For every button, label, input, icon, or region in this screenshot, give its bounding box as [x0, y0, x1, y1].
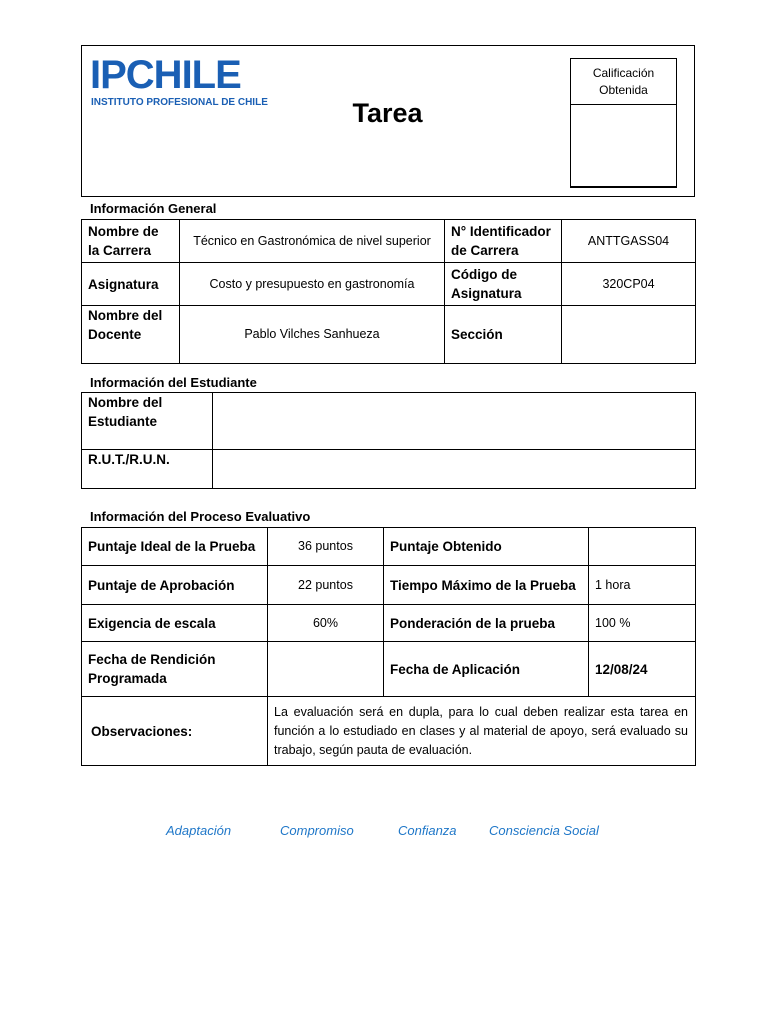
table-row: [82, 220, 696, 263]
career-id-label: N° Identificador de Carrera: [445, 220, 562, 263]
ipchile-logo: [90, 53, 268, 109]
teacher-label: Nombre del Docente: [82, 306, 180, 364]
table-row: [82, 393, 696, 450]
teacher-value: Pablo Vilches Sanhueza: [180, 306, 445, 364]
rut-label: R.U.T./R.U.N.: [82, 450, 213, 489]
table-row: [82, 306, 696, 364]
table-row: [82, 528, 696, 566]
scheduled-date-value: [268, 642, 384, 697]
observations-label: Observaciones:: [82, 697, 268, 766]
scale-requirement-value: 60%: [268, 605, 384, 642]
student-name-field[interactable]: [213, 393, 696, 450]
process-section-title: Información del Proceso Evaluativo: [90, 509, 311, 524]
ideal-score-value: 36 puntos: [268, 528, 384, 566]
section-label: Sección: [445, 306, 562, 364]
subject-code-label: Código de Asignatura: [445, 263, 562, 306]
value-consciencia-social: Consciencia Social: [489, 823, 599, 838]
rut-field[interactable]: [213, 450, 696, 489]
grade-box: [570, 58, 677, 188]
table-row: [82, 605, 696, 642]
student-name-label: Nombre del Estudiante: [82, 393, 213, 450]
max-time-label: Tiempo Máximo de la Prueba: [384, 566, 589, 605]
table-row: [82, 450, 696, 489]
obtained-score-label: Puntaje Obtenido: [384, 528, 589, 566]
career-name-label: Nombre de la Carrera: [82, 220, 180, 263]
career-name-value: Técnico en Gastronómica de nivel superior: [180, 220, 445, 263]
general-table: [81, 219, 696, 364]
scale-requirement-label: Exigencia de escala: [82, 605, 268, 642]
table-row: [82, 642, 696, 697]
ideal-score-label: Puntaje Ideal de la Prueba: [82, 528, 268, 566]
weighting-label: Ponderación de la prueba: [384, 605, 589, 642]
value-confianza: Confianza: [398, 823, 457, 838]
table-row: [82, 263, 696, 306]
table-row: [82, 697, 696, 766]
pass-score-label: Puntaje de Aprobación: [82, 566, 268, 605]
observations-text: La evaluación será en dupla, para lo cual deben realizar esta tarea en función a lo estudiado en clases y al material de apoyo, será evaluado su trabajo, según pauta de evaluación.: [268, 697, 696, 766]
scheduled-date-label: Fecha de Rendición Programada: [82, 642, 268, 697]
subject-code-value: 320CP04: [562, 263, 696, 306]
table-row: [82, 566, 696, 605]
value-compromiso: Compromiso: [280, 823, 354, 838]
value-adaptacion: Adaptación: [166, 823, 232, 838]
logo-main-text: IPCHILE: [90, 53, 241, 97]
page-title: Tarea: [352, 98, 423, 128]
weighting-value: 100 %: [589, 605, 696, 642]
student-section-title: Información del Estudiante: [90, 375, 257, 390]
subject-value: Costo y presupuesto en gastronomía: [180, 263, 445, 306]
section-value: [562, 306, 696, 364]
logo-sub-text: INSTITUTO PROFESIONAL DE CHILE: [91, 97, 268, 108]
general-section-title: Información General: [90, 201, 217, 216]
obtained-score-value: [589, 528, 696, 566]
pass-score-value: 22 puntos: [268, 566, 384, 605]
application-date-value: 12/08/24: [589, 642, 696, 697]
grade-label: Calificación Obtenida: [571, 59, 676, 105]
career-id-value: ANTTGASS04: [562, 220, 696, 263]
application-date-label: Fecha de Aplicación: [384, 642, 589, 697]
student-table: [81, 392, 696, 489]
max-time-value: 1 hora: [589, 566, 696, 605]
subject-label: Asignatura: [82, 263, 180, 306]
process-table: [81, 527, 696, 766]
values-footer: [166, 823, 626, 843]
